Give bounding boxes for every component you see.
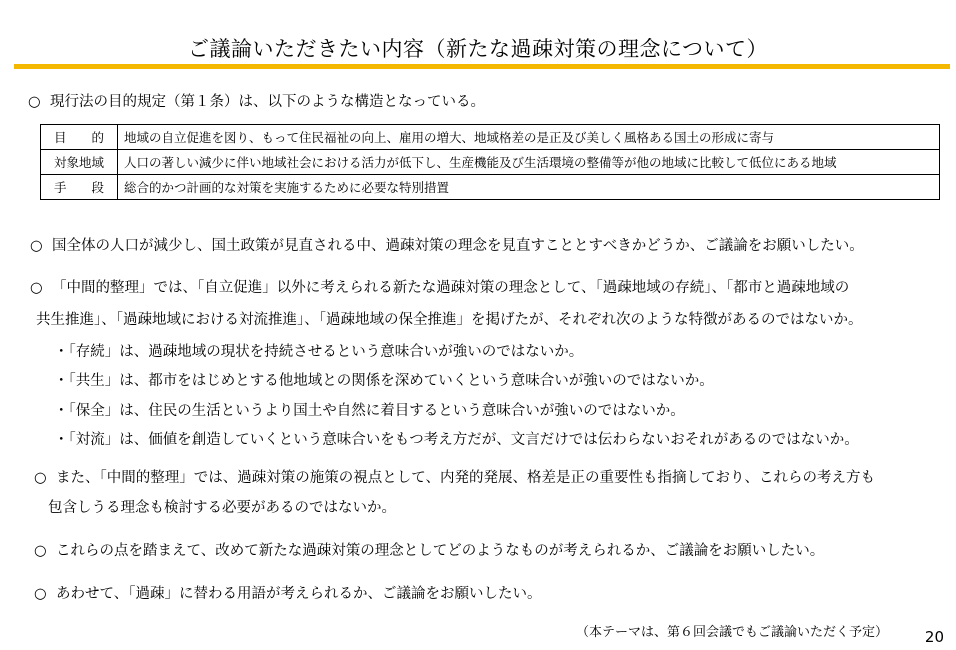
row-label-means: 手 段 xyxy=(41,175,118,200)
paragraph-5-text: あわせて、「過疎」に替わる用語が考えられるか、ご議論をお願いしたい。 xyxy=(56,586,542,602)
paragraph-4-text: これらの点を踏まえて、改めて新たな過疎対策の理念としてどのようなものが考えられるか、ご議論をお願いしたい。 xyxy=(56,543,825,559)
row-content-target-area: 人口の著しい減少に伴い地域社会における活力が低下し、生産機能及び生活環境の整備等が他の地域に比較して低位にある地域 xyxy=(118,150,940,175)
bullet-circle-icon: ○ xyxy=(34,543,47,559)
row-label-purpose: 目 的 xyxy=(41,125,118,150)
sub-item-conservation: ・「保全」は、住民の生活というより国土や自然に着目するという意味合いが強いのではないか。 xyxy=(54,403,685,419)
paragraph-1-text: 国全体の人口が減少し、国土政策が見直される中、過疎対策の理念を見直すこととすべきかどうか、ご議論をお願いしたい。 xyxy=(52,238,864,254)
sub-item-existence: ・「存続」は、過疎地域の現状を持続させるという意味合いが強いのではないか。 xyxy=(54,344,584,360)
paragraph-1 xyxy=(30,236,864,256)
footnote: （本テーマは、第６回会議でもご議論いただく予定） xyxy=(575,625,888,640)
page-number: 20 xyxy=(924,628,944,646)
table-row xyxy=(41,150,940,175)
table-row xyxy=(41,175,940,200)
row-content-means: 総合的かつ計画的な対策を実施するために必要な特別措置 xyxy=(118,175,940,200)
title-underline-bar xyxy=(14,64,950,69)
purpose-structure-table xyxy=(40,124,940,200)
row-content-purpose: 地域の自立促進を図り、もって住民福祉の向上、雇用の増大、地域格差の是正及び美しく風格ある国土の形成に寄与 xyxy=(118,125,940,150)
paragraph-2-text-line-1: 「中間的整理」では、「自立促進」以外に考えられる新たな過疎対策の理念として、「過疎地域の存続」、「都市と過疎地域の xyxy=(52,280,850,296)
paragraph-3-text-line-1: また、「中間的整理」では、過疎対策の施策の視点として、内発的発展、格差是正の重要性も指摘しており、これらの考え方も xyxy=(56,470,875,486)
paragraph-4 xyxy=(34,541,824,561)
paragraph-2 xyxy=(30,278,849,298)
intro-text: 現行法の目的規定（第１条）は、以下のような構造となっている。 xyxy=(50,94,485,110)
row-label-target-area: 対象地域 xyxy=(41,150,118,175)
bullet-circle-icon: ○ xyxy=(34,586,47,602)
paragraph-3-text-line-2: 包含しうる理念も検討する必要があるのではないか。 xyxy=(48,500,396,516)
intro-paragraph xyxy=(28,92,485,112)
paragraph-5 xyxy=(34,584,541,604)
paragraph-3 xyxy=(34,468,875,488)
sub-item-convection: ・「対流」は、価値を創造していくという意味合いをもつ考え方だが、文言だけでは伝わらないおそれがあるのではないか。 xyxy=(54,432,859,448)
bullet-circle-icon: ○ xyxy=(28,94,41,110)
page-title: ご議論いただきたい内容（新たな過疎対策の理念について） xyxy=(187,37,769,61)
bullet-circle-icon: ○ xyxy=(30,280,43,296)
table-row xyxy=(41,125,940,150)
bullet-circle-icon: ○ xyxy=(30,238,43,254)
paragraph-2-text-line-2: 共生推進」、「過疎地域における対流推進」、「過疎地域の保全推進」を掲げたが、それぞれ次のような特徴があるのではないか。 xyxy=(36,312,863,328)
sub-item-coexistence: ・「共生」は、都市をはじめとする他地域との関係を深めていくという意味合いが強いのではないか。 xyxy=(54,373,714,389)
bullet-circle-icon: ○ xyxy=(34,470,47,486)
